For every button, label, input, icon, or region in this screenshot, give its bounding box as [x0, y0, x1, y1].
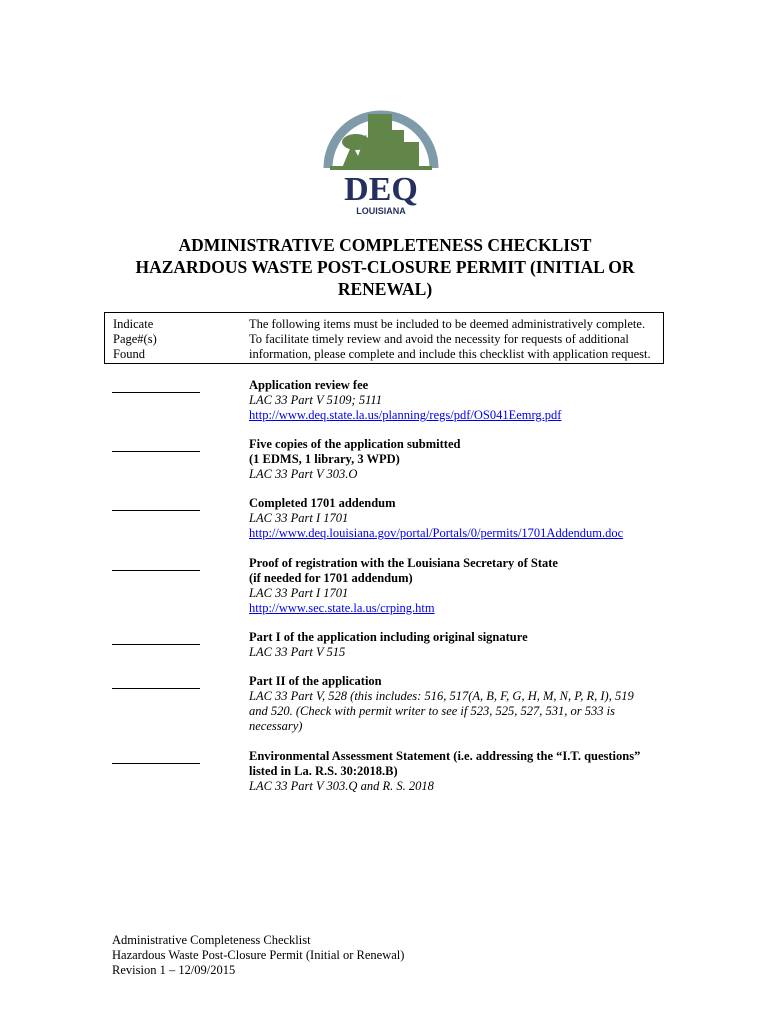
- page-number-blank[interactable]: [112, 674, 200, 689]
- item-regulation: LAC 33 Part I 1701: [249, 511, 349, 525]
- instructions-line: The following items must be included to be deemed administratively complete.: [249, 317, 646, 331]
- item-title: Part I of the application including original signature: [249, 630, 528, 644]
- title-line-3: RENEWAL): [337, 279, 433, 299]
- item-regulation: LAC 33 Part I 1701: [249, 586, 349, 600]
- item-title: Proof of registration with the Louisiana Secretary of State: [249, 556, 558, 570]
- page-number-blank[interactable]: [112, 378, 200, 393]
- item-title: Completed 1701 addendum: [249, 496, 396, 510]
- item-title: Application review fee: [249, 378, 369, 392]
- item-title: listed in La. R.S. 30:2018.B): [249, 764, 398, 778]
- page-found-column-header: [113, 317, 157, 362]
- item-link[interactable]: http://www.sec.state.la.us/crping.htm: [249, 601, 435, 615]
- item-body: [249, 630, 659, 660]
- footer-line: Hazardous Waste Post-Closure Permit (Initial or Renewal): [112, 948, 405, 962]
- item-body: [249, 556, 659, 616]
- item-regulation: LAC 33 Part V 303.Q and R. S. 2018: [249, 779, 434, 793]
- item-body: [249, 496, 659, 541]
- item-body: [249, 378, 659, 423]
- header-left-line: Page#(s): [113, 332, 157, 346]
- item-regulation: LAC 33 Part V 303.O: [249, 467, 358, 481]
- item-link[interactable]: http://www.deq.state.la.us/planning/regs/pdf/OS041Eemrg.pdf: [249, 408, 562, 422]
- item-regulation: and 520. (Check with permit writer to see if 523, 525, 527, 531, or 533 is: [249, 704, 615, 718]
- header-left-line: Indicate: [113, 317, 154, 331]
- item-title: Environmental Assessment Statement (i.e. addressing the “I.T. questions”: [249, 749, 641, 763]
- item-regulation: LAC 33 Part V, 528 (this includes: 516, 517(A, B, F, G, H, M, N, P, R, I), 519: [249, 689, 634, 703]
- page-number-blank[interactable]: [112, 749, 200, 764]
- page-title: [60, 234, 710, 300]
- page-number-blank[interactable]: [112, 556, 200, 571]
- header-left-line: Found: [113, 347, 145, 361]
- item-title: Part II of the application: [249, 674, 382, 688]
- footer-line: Administrative Completeness Checklist: [112, 933, 311, 947]
- instructions-text: [249, 317, 661, 362]
- item-body: [249, 437, 659, 482]
- deq-louisiana-logo: [322, 104, 440, 222]
- item-body: [249, 749, 659, 794]
- page-number-blank[interactable]: [112, 437, 200, 452]
- item-link[interactable]: http://www.deq.louisiana.gov/portal/Portals/0/permits/1701Addendum.doc: [249, 526, 624, 540]
- logo-text: DEQ: [344, 171, 418, 208]
- item-title: (1 EDMS, 1 library, 3 WPD): [249, 452, 400, 466]
- instructions-line: To facilitate timely review and avoid the necessity for requests of additional: [249, 332, 629, 346]
- item-title: (if needed for 1701 addendum): [249, 571, 413, 585]
- item-body: [249, 674, 659, 734]
- logo-subtext: LOUISIANA: [356, 206, 406, 216]
- page-number-blank[interactable]: [112, 630, 200, 645]
- footer-line: Revision 1 – 12/09/2015: [112, 963, 236, 977]
- title-line-2: HAZARDOUS WASTE POST-CLOSURE PERMIT (INITIAL OR: [135, 257, 635, 277]
- item-title: Five copies of the application submitted: [249, 437, 461, 451]
- page-number-blank[interactable]: [112, 496, 200, 511]
- instructions-line: information, please complete and include this checklist with application request.: [249, 347, 651, 361]
- instructions-box: [104, 312, 664, 364]
- title-line-1: ADMINISTRATIVE COMPLETENESS CHECKLIST: [178, 235, 592, 255]
- item-regulation: LAC 33 Part V 5109; 5111: [249, 393, 382, 407]
- deq-logo-icon: [322, 104, 440, 222]
- item-regulation: necessary): [249, 719, 303, 733]
- item-regulation: LAC 33 Part V 515: [249, 645, 346, 659]
- page-footer: [112, 933, 404, 978]
